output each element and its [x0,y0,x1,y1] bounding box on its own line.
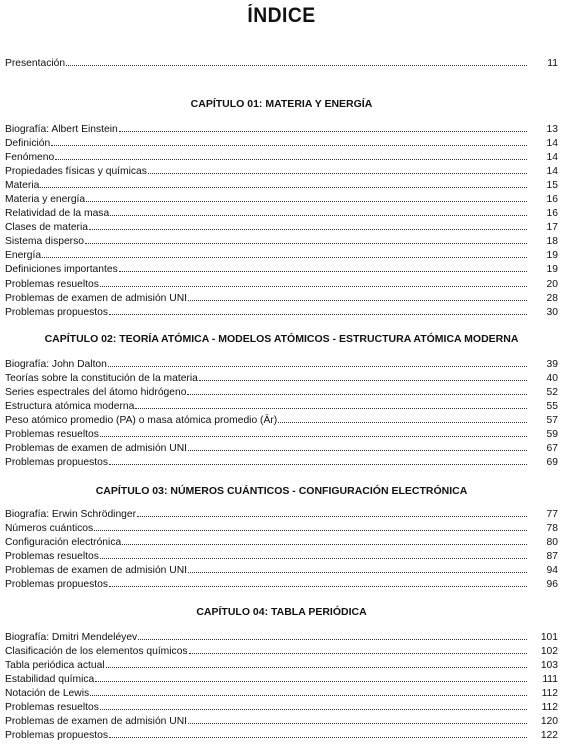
chapter-heading: CAPÍTULO 02: TEORÍA ATÓMICA - MODELOS ATÓMICOS - ESTRUCTURA ATÓMICA MODERNA [44,333,519,345]
toc-entry [5,521,558,535]
toc-entry [5,357,558,371]
entry-label: Números cuánticos [5,523,94,535]
toc-entry [5,563,558,577]
entry-page-number: 69 [546,457,558,469]
entry-label: Problemas propuestos [5,579,109,591]
dot-leader [109,577,527,587]
entry-page-number: 17 [546,222,558,234]
entry-page-number: 16 [546,194,558,206]
presentation-entry-block [5,56,558,70]
toc-entry [5,441,558,455]
chapter-2-entries [5,357,558,469]
dot-leader [188,291,527,301]
entry-page-number: 28 [546,292,558,304]
entry-page-number: 16 [546,208,558,220]
toc-entry [5,714,558,728]
dot-leader [119,262,527,272]
chapter-3-entries [5,507,558,591]
toc-entry [5,455,558,469]
entry-label: Problemas de examen de admisión UNI [5,565,188,577]
entry-page-number: 103 [540,660,558,672]
entry-label: Biografía: Albert Einstein [5,124,118,135]
entry-page-number: 96 [546,579,558,591]
entry-page-number: 19 [546,264,558,276]
entry-label: Presentación [5,58,66,69]
toc-entry [5,371,558,385]
toc-entry [5,206,558,220]
entry-page-number: 120 [540,716,558,728]
chapter-heading: CAPÍTULO 01: MATERIA Y ENERGÍA [190,98,373,110]
dot-leader [100,700,527,710]
dot-leader [137,507,527,517]
entry-label: Definición [5,138,51,150]
entry-label: Fenómeno [5,152,55,164]
entry-page-number: 19 [546,250,558,262]
dot-leader [100,549,527,559]
entry-page-number: 39 [546,359,558,370]
dot-leader [94,521,527,531]
entry-label: Notación de Lewis [5,688,90,700]
dot-leader [187,385,527,395]
entry-label: Clasificación de los elementos químicos [5,646,188,658]
entry-page-number: 30 [546,306,558,318]
entry-page-number: 57 [546,415,558,427]
chapter-heading: CAPÍTULO 04: TABLA PERIÓDICA [196,606,367,618]
dot-leader [95,672,527,682]
toc-entry [5,136,558,150]
entry-label: Series espectrales del átomo hidrógeno [5,387,187,399]
toc-entry [5,728,558,742]
toc-entry [5,686,558,700]
dot-leader [90,686,527,696]
dot-leader [51,136,527,146]
toc-entry [5,150,558,164]
entry-label: Relatividad de la masa [5,208,110,220]
entry-page-number: 112 [541,688,558,700]
entry-label: Problemas resueltos [5,702,99,714]
entry-page-number: 55 [546,401,558,413]
entry-page-number: 20 [546,278,558,290]
entry-page-number: 101 [540,632,558,643]
toc-entry [5,305,558,319]
entry-page-number: 112 [541,702,558,714]
entry-page-number: 67 [546,443,558,455]
dot-leader [188,441,527,451]
entry-page-number: 80 [546,537,558,549]
entry-label: Estabilidad química [5,674,95,686]
dot-leader [108,357,527,367]
toc-entry [5,220,558,234]
dot-leader [40,178,527,188]
dot-leader [100,277,527,287]
dot-leader [110,206,527,216]
entry-label: Clases de materia [5,222,88,234]
entry-page-number: 14 [546,166,558,178]
entry-page-number: 102 [540,646,558,658]
dot-leader [188,714,527,724]
entry-label: Problemas resueltos [5,551,99,563]
entry-label: Configuración electrónica [5,537,122,549]
toc-entry [5,277,558,291]
toc-entry [5,427,558,441]
entry-page-number: 59 [546,429,558,441]
entry-label: Sistema disperso [5,236,84,248]
dot-leader [122,535,527,545]
toc-entry [5,122,558,136]
dot-leader [189,644,527,654]
entry-label: Biografía: Dmitri Mendeléyev [5,632,138,643]
toc-entry [5,262,558,276]
entry-page-number: 14 [546,138,558,150]
entry-page-number: 87 [546,551,558,563]
toc-entry [5,507,558,521]
dot-leader [109,728,527,738]
entry-label: Peso atómico promedio (PA) o masa atómica promedio (Ār) [5,415,278,427]
chapter-1-entries [5,122,558,319]
dot-leader [109,455,527,465]
dot-leader [66,56,527,66]
page-title: ÍNDICE [247,4,316,27]
chapter-heading: CAPÍTULO 03: NÚMEROS CUÁNTICOS - CONFIGURACIÓN ELECTRÓNICA [95,485,468,497]
entry-page-number: 14 [546,152,558,164]
dot-leader [42,248,527,258]
entry-label: Problemas resueltos [5,278,99,290]
dot-leader [109,305,527,315]
dot-leader [138,630,527,640]
toc-entry [5,644,558,658]
entry-label: Tabla periódica actual [5,660,105,672]
toc-entry [5,234,558,248]
toc-entry [5,413,558,427]
entry-page-number: 94 [546,565,558,577]
entry-label: Biografía: John Dalton [5,359,107,370]
dot-leader [135,399,527,409]
entry-label: Materia [5,180,40,192]
entry-page-number: 77 [546,509,558,520]
entry-label: Problemas de examen de admisión UNI [5,443,188,455]
entry-page-number: 122 [540,730,558,742]
dot-leader [85,234,527,244]
entry-label: Problemas de examen de admisión UNI [5,292,188,304]
entry-label: Problemas propuestos [5,730,109,742]
entry-label: Problemas propuestos [5,457,109,469]
entry-page-number: 78 [546,523,558,535]
dot-leader [89,220,527,230]
toc-entry [5,178,558,192]
entry-label: Materia y energía [5,194,86,206]
entry-label: Energía [5,250,42,262]
entry-label: Propiedades físicas y químicas [5,166,147,178]
dot-leader [86,192,527,202]
toc-entry [5,577,558,591]
toc-entry [5,385,558,399]
toc-entry [5,535,558,549]
entry-label: Estructura atómica moderna [5,401,135,413]
toc-entry [5,56,558,70]
entry-page-number: 40 [546,373,558,385]
dot-leader [106,658,527,668]
toc-entry [5,164,558,178]
entry-label: Definiciones importantes [5,264,118,276]
dot-leader [278,413,527,423]
dot-leader [199,371,527,381]
dot-leader [55,150,527,160]
toc-entry [5,549,558,563]
dot-leader [148,164,527,174]
entry-page-number: 11 [547,58,558,69]
toc-entry [5,192,558,206]
dot-leader [100,427,527,437]
toc-entry [5,630,558,644]
toc-entry [5,672,558,686]
entry-label: Problemas resueltos [5,429,99,441]
dot-leader [119,122,527,132]
toc-entry [5,658,558,672]
entry-page-number: 18 [546,236,558,248]
entry-label: Problemas propuestos [5,306,109,318]
entry-label: Biografía: Erwin Schrödinger [5,509,137,520]
entry-page-number: 15 [546,180,558,192]
chapter-4-entries [5,630,558,742]
entry-page-number: 111 [542,674,558,686]
toc-entry [5,700,558,714]
entry-page-number: 52 [546,387,558,399]
entry-page-number: 13 [546,124,558,135]
toc-entry [5,248,558,262]
toc-entry [5,399,558,413]
entry-label: Problemas de examen de admisión UNI [5,716,188,728]
entry-label: Teorías sobre la constitución de la materia [5,373,198,385]
dot-leader [188,563,527,573]
toc-entry [5,291,558,305]
